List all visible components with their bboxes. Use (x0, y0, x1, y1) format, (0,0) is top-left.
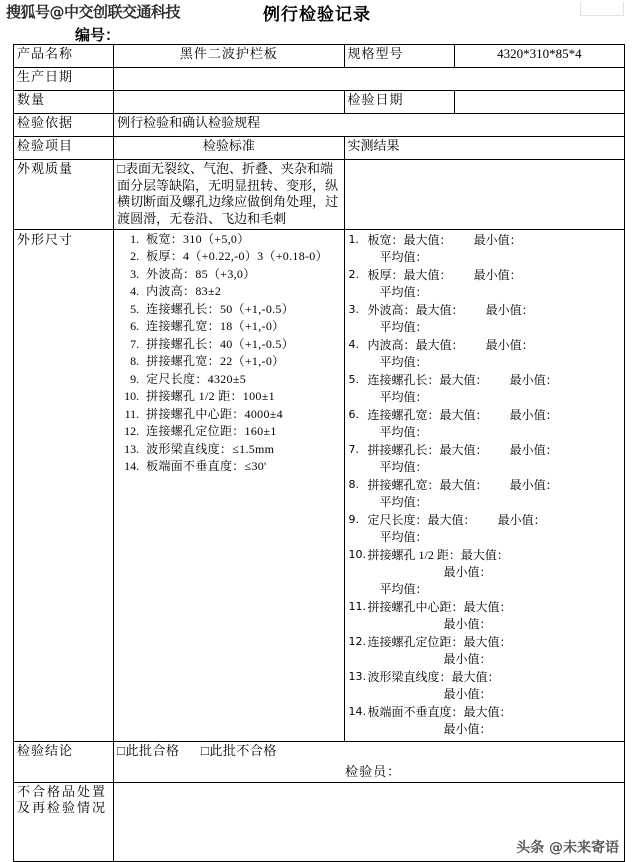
appearance-result[interactable] (344, 160, 624, 230)
spec-list-item (142, 406, 341, 424)
corner-artifact (580, 2, 624, 16)
conclusion-option-fail[interactable]: □此批不合格 (201, 743, 277, 759)
inspector-signature-label[interactable]: 检验员： (345, 764, 402, 780)
result-name: 板端面不垂直度： (367, 705, 464, 720)
spec-list-item (142, 441, 341, 459)
spec-text: 定尺长度：4320±5 (146, 371, 247, 386)
result-avg-label[interactable]: 平均值： (379, 354, 428, 369)
result-name: 拼接螺孔 1/2 距： (367, 548, 461, 563)
result-avg-label[interactable]: 平均值： (379, 582, 428, 597)
table-row-conclusion (14, 742, 625, 782)
inspection-date-label: 检验日期 (344, 91, 454, 114)
measured-result-item (349, 337, 620, 371)
result-index: 11. (348, 600, 367, 614)
product-name-value[interactable]: 黑件二波护栏板 (114, 45, 344, 68)
measured-result-item (349, 669, 620, 703)
result-index: 12. (348, 635, 367, 649)
result-max-label: 最大值： (439, 477, 488, 492)
result-avg-label[interactable]: 平均值： (379, 424, 428, 439)
result-avg-label[interactable]: 平均值： (379, 249, 428, 264)
result-min-label[interactable]: 最小值： (443, 652, 492, 667)
result-name: 定尺长度： (367, 513, 428, 527)
spec-text: 外波高：85（+3,0） (146, 266, 256, 281)
table-row-quantity (14, 91, 625, 114)
result-avg-label[interactable]: 平均值： (379, 284, 428, 299)
spec-list-item (142, 336, 341, 354)
spec-list-item (142, 458, 341, 476)
result-min-label: 最小值： (509, 372, 558, 387)
spec-text: 拼接螺孔宽：22（+1,-0） (146, 354, 285, 369)
result-index: 3. (348, 302, 360, 316)
result-line-max-min[interactable] (368, 512, 620, 529)
conclusion-label: 检验结论 (14, 742, 114, 782)
result-max-label: 最大值： (415, 302, 464, 317)
quantity-label: 数量 (14, 91, 114, 114)
page-title: 例行检验记录 (263, 5, 371, 24)
watermark-bottom: 头条 @未来寄语 (516, 839, 619, 856)
spec-list-item (142, 318, 341, 336)
measured-result-item (349, 634, 620, 668)
result-index: 14. (348, 705, 367, 719)
result-name: 拼接螺孔长： (367, 442, 440, 457)
result-line-max-min[interactable] (368, 302, 620, 319)
quantity-value[interactable] (114, 91, 344, 114)
spec-text: 内波高：83±2 (146, 284, 222, 299)
result-max-label: 最大值： (463, 635, 512, 650)
measured-result-item (349, 704, 620, 738)
spec-list-item (142, 266, 341, 284)
spec-list-item (142, 423, 341, 441)
spec-list-item (142, 248, 341, 266)
result-min-label: 最小值： (473, 232, 522, 247)
table-row-dimensions (14, 229, 625, 742)
result-index: 13. (348, 670, 367, 684)
result-name: 连接螺孔定位距： (367, 635, 464, 650)
conclusion-options (117, 743, 621, 760)
inspection-date-value[interactable] (454, 91, 624, 114)
page-header (0, 0, 638, 44)
measured-result-item (349, 477, 620, 511)
result-name: 拼接螺孔中心距： (367, 600, 464, 615)
production-date-value[interactable] (114, 68, 625, 91)
result-line-max[interactable] (368, 669, 620, 686)
result-avg-label[interactable]: 平均值： (379, 459, 428, 474)
result-index: 1. (348, 232, 360, 246)
result-min-label[interactable]: 最小值： (443, 687, 492, 702)
result-min-label[interactable]: 最小值： (443, 722, 492, 737)
result-max-label: 最大值： (415, 337, 464, 352)
table-row-production-date (14, 68, 625, 91)
result-index: 8. (348, 477, 360, 491)
result-min-label[interactable]: 最小值： (443, 565, 492, 580)
result-min-label: 最小值： (497, 513, 546, 527)
measured-result-item (349, 442, 620, 476)
measured-results-list (349, 230, 620, 742)
result-max-label: 最大值： (451, 670, 500, 685)
result-min-label: 最小值： (485, 302, 534, 317)
result-index: 7. (348, 442, 360, 456)
dimensions-standard-cell (114, 229, 344, 742)
spec-list-item (142, 388, 341, 406)
result-index: 2. (348, 267, 360, 281)
basis-value[interactable]: 例行检验和确认检验规程 (114, 114, 625, 137)
result-avg-label[interactable]: 平均值： (379, 389, 428, 404)
spec-list-item (142, 353, 341, 371)
result-line-max-min[interactable] (368, 407, 620, 424)
result-index: 10. (348, 548, 367, 562)
spec-text: 拼接螺孔 1/2 距：100±1 (146, 389, 275, 404)
appearance-label: 外观质量 (14, 160, 114, 230)
spec-text: 连接螺孔定位距：160±1 (146, 424, 277, 439)
nonconforming-body (117, 784, 621, 860)
table-row-basis (14, 114, 625, 137)
column-header-standard: 检验标准 (114, 137, 344, 160)
conclusion-body (114, 742, 625, 782)
table-header-row (14, 137, 625, 160)
result-max-label: 最大值： (460, 548, 509, 563)
spec-list-item (142, 231, 341, 249)
result-index: 9. (348, 513, 360, 526)
table-row-product (14, 45, 625, 68)
result-avg-label[interactable]: 平均值： (379, 530, 428, 545)
serial-number-label: 编号： (75, 28, 121, 44)
nonconforming-value[interactable] (114, 782, 625, 861)
result-name: 拼接螺孔宽： (367, 477, 440, 492)
spec-list-item (142, 283, 341, 301)
basis-label: 检验依据 (14, 114, 114, 137)
dimensions-result-cell[interactable] (344, 229, 624, 742)
result-line-max-min[interactable] (368, 267, 620, 284)
spec-model-value[interactable]: 4320*310*85*4 (454, 45, 624, 68)
result-min-label[interactable]: 最小值： (443, 617, 492, 632)
inspection-record-table (13, 44, 625, 862)
measured-result-item (349, 547, 620, 598)
result-max-label: 最大值： (463, 705, 512, 720)
dimensions-label: 外形尺寸 (14, 229, 114, 742)
result-max-label: 最大值： (463, 600, 512, 615)
result-min-label: 最小值： (509, 442, 558, 457)
table-row-appearance (14, 160, 625, 230)
result-max-label: 最大值： (439, 442, 488, 457)
result-name: 连接螺孔长： (367, 372, 440, 387)
column-header-result: 实测结果 (344, 137, 624, 160)
result-line-max[interactable] (368, 634, 620, 651)
appearance-standard: □表面无裂纹、气泡、折叠、夹杂和端面分层等缺陷，无明显扭转、变形，纵横切断面及螺孔边缘应做倒角处理，过渡圆滑，无卷沿、飞边和毛刺 (114, 160, 344, 230)
result-line-max-min[interactable] (368, 372, 620, 389)
spec-text: 拼接螺孔长：40（+1,-0.5） (146, 336, 295, 351)
result-name: 连接螺孔宽： (367, 407, 440, 422)
result-max-label: 最大值： (403, 267, 452, 282)
spec-text: 板宽：310（+5,0） (146, 231, 250, 246)
spec-text: 板端面不垂直度：≤30' (146, 459, 267, 474)
spec-list-item (142, 371, 341, 389)
spec-text: 波形梁直线度：≤1.5mm (146, 441, 275, 456)
conclusion-option-pass[interactable]: □此批合格 (117, 743, 180, 759)
result-name: 板厚： (367, 267, 404, 282)
result-line-max-min[interactable] (368, 442, 620, 459)
result-line-max-min[interactable] (368, 477, 620, 494)
result-min-label: 最小值： (485, 337, 534, 352)
measured-result-item (349, 407, 620, 441)
result-max-label: 最大值： (403, 232, 452, 247)
measured-result-item (349, 599, 620, 633)
spec-list (116, 231, 341, 476)
product-name-label: 产品名称 (14, 45, 114, 68)
spec-text: 连接螺孔宽：18（+1,-0） (146, 319, 285, 334)
result-name: 外波高： (367, 302, 416, 317)
production-date-label: 生产日期 (14, 68, 114, 91)
result-avg-label[interactable]: 平均值： (379, 494, 428, 509)
result-name: 内波高： (367, 337, 416, 352)
result-min-label: 最小值： (473, 267, 522, 282)
watermark-top: 搜狐号@中交创联交通科技 (6, 3, 181, 21)
result-name: 板宽： (367, 232, 404, 247)
measured-result-item (349, 512, 620, 546)
result-index: 6. (348, 407, 360, 421)
result-max-label: 最大值： (427, 513, 476, 527)
measured-result-item (349, 267, 620, 301)
spec-list-item (142, 301, 341, 319)
spec-text: 连接螺孔长：50（+1,-0.5） (146, 301, 295, 316)
spec-text: 板厚：4（+0.22,-0）3（+0.18-0） (146, 249, 328, 264)
result-index: 5. (348, 372, 360, 386)
result-line-max[interactable] (368, 599, 620, 616)
result-line-max[interactable] (368, 547, 620, 564)
table-row-nonconforming (14, 782, 625, 861)
result-index: 4. (348, 337, 360, 351)
result-line-max-min[interactable] (368, 337, 620, 354)
result-name: 波形梁直线度： (367, 670, 452, 685)
spec-text: 拼接螺孔中心距：4000±4 (146, 406, 283, 421)
result-avg-label[interactable]: 平均值： (379, 319, 428, 334)
measured-result-item (349, 372, 620, 406)
result-max-label: 最大值： (439, 372, 488, 387)
measured-result-item (349, 232, 620, 266)
nonconforming-label: 不合格品处置及再检验情况 (14, 782, 114, 861)
result-min-label: 最小值： (509, 407, 558, 422)
measured-result-item (349, 302, 620, 336)
column-header-item: 检验项目 (14, 137, 114, 160)
result-max-label: 最大值： (439, 407, 488, 422)
result-line-max-min[interactable] (368, 232, 620, 249)
result-min-label: 最小值： (509, 477, 558, 492)
result-line-max[interactable] (368, 704, 620, 721)
spec-model-label: 规格型号 (344, 45, 454, 68)
